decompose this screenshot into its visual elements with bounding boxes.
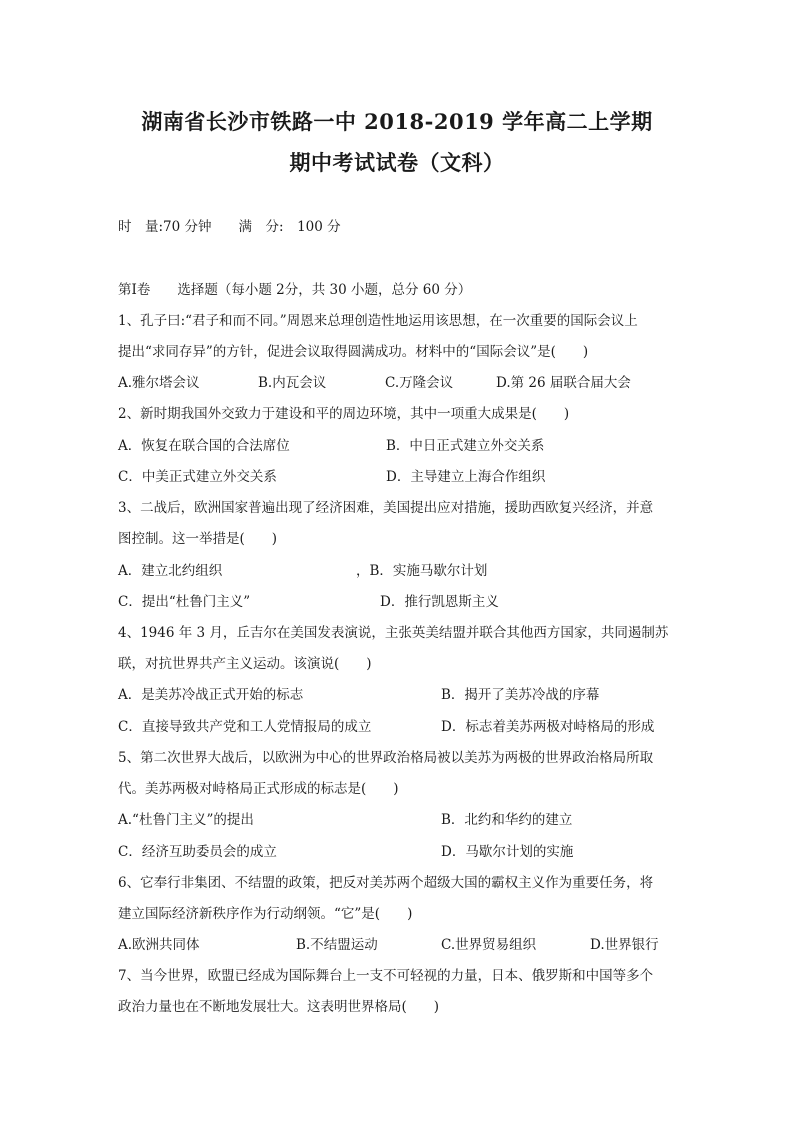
question-6-option-c: C.世界贸易组织 [441, 937, 537, 953]
question-1-stem-line-1: 1、孔子曰:“君子和而不同。”周恩来总理创造性地运用该思想，在一次重要的国际会议上 [118, 313, 638, 329]
question-1-option-c: C.万隆会议 [385, 375, 454, 391]
question-6-stem-line-2: 建立国际经济新秩序作为行动纲领。“它”是( ) [118, 906, 413, 922]
question-6-option-a: A.欧洲共同体 [118, 937, 200, 953]
question-3-stem-line-2: 图控制。这一举措是( ) [118, 531, 278, 547]
question-5-option-b: B．北约和华约的建立 [441, 812, 573, 828]
question-4-option-d: D．标志着美苏两极对峙格局的形成 [441, 719, 655, 735]
question-2-option-c: C．中美正式建立外交关系 [118, 469, 277, 485]
question-4-stem-line-2: 联，对抗世界共产主义运动。该演说( ) [118, 656, 372, 672]
question-3-option-b: ，B．实施马歇尔计划 [356, 563, 488, 579]
exam-meta: 时 量:70 分钟 满 分: 100 分 [118, 219, 341, 235]
question-4-option-b: B．揭开了美苏冷战的序幕 [441, 687, 600, 703]
question-1-option-b: B.内瓦会议 [258, 375, 327, 391]
question-6-option-d: D.世界银行 [590, 937, 659, 953]
question-1-option-a: A.雅尔塔会议 [118, 375, 200, 391]
question-5-option-c: C．经济互助委员会的成立 [118, 844, 277, 860]
question-1-option-d: D.第 26 届联合届大会 [496, 375, 631, 391]
question-5-stem-line-2: 代。美苏两极对峙格局正式形成的标志是( ) [118, 781, 399, 797]
question-5-stem-line-1: 5、第二次世界大战后，以欧洲为中心的世界政治格局被以美苏为两极的世界政治格局所取 [118, 750, 654, 766]
question-3-option-d: D．推行凯恩斯主义 [380, 594, 499, 610]
question-5-option-d: D．马歇尔计划的实施 [441, 844, 574, 860]
question-4-option-c: C．直接导致共产党和工人党情报局的成立 [118, 719, 372, 735]
question-4-option-a: A．是美苏冷战正式开始的标志 [118, 687, 304, 703]
question-3-option-a: A．建立北约组织 [118, 563, 223, 579]
question-7-stem-line-2: 政治力量也在不断地发展壮大。这表明世界格局( ) [118, 999, 440, 1015]
section-heading: 第Ⅰ卷 选择题（每小题 2分，共 30 小题，总分 60 分） [118, 282, 472, 298]
question-5-option-a: A.“杜鲁门主义”的提出 [118, 812, 254, 828]
question-2-option-a: A．恢复在联合国的合法席位 [118, 438, 290, 454]
question-6-option-b: B.不结盟运动 [296, 937, 378, 953]
question-2-option-d: D．主导建立上海合作组织 [386, 469, 546, 485]
question-4-stem-line-1: 4、1946 年 3 月，丘吉尔在美国发表演说，主张英美结盟并联合其他西方国家，共同遏制苏 [118, 625, 669, 641]
question-2-stem-line-1: 2、新时期我国外交致力于建设和平的周边环境，其中一项重大成果是( ) [118, 406, 570, 422]
question-6-stem-line-1: 6、它奉行非集团、不结盟的政策，把反对美苏两个超级大国的霸权主义作为重要任务，将 [118, 875, 654, 891]
question-3-stem-line-1: 3、二战后，欧洲国家普遍出现了经济困难，美国提出应对措施，援助西欧复兴经济，并意 [118, 500, 654, 516]
exam-title-line-1: 湖南省长沙市铁路一中 2018-2019 学年高二上学期 [141, 109, 653, 134]
question-1-stem-line-2: 提出“求同存异”的方针，促进会议取得圆满成功。材料中的“国际会议”是( ) [118, 344, 589, 360]
question-7-stem-line-1: 7、当今世界，欧盟已经成为国际舞台上一支不可轻视的力量，日本、俄罗斯和中国等多个 [118, 968, 654, 984]
question-2-option-b: B．中日正式建立外交关系 [386, 438, 545, 454]
exam-title-line-2: 期中考试试卷（文科） [289, 150, 505, 175]
question-3-option-c: C．提出“杜鲁门主义” [118, 594, 251, 610]
